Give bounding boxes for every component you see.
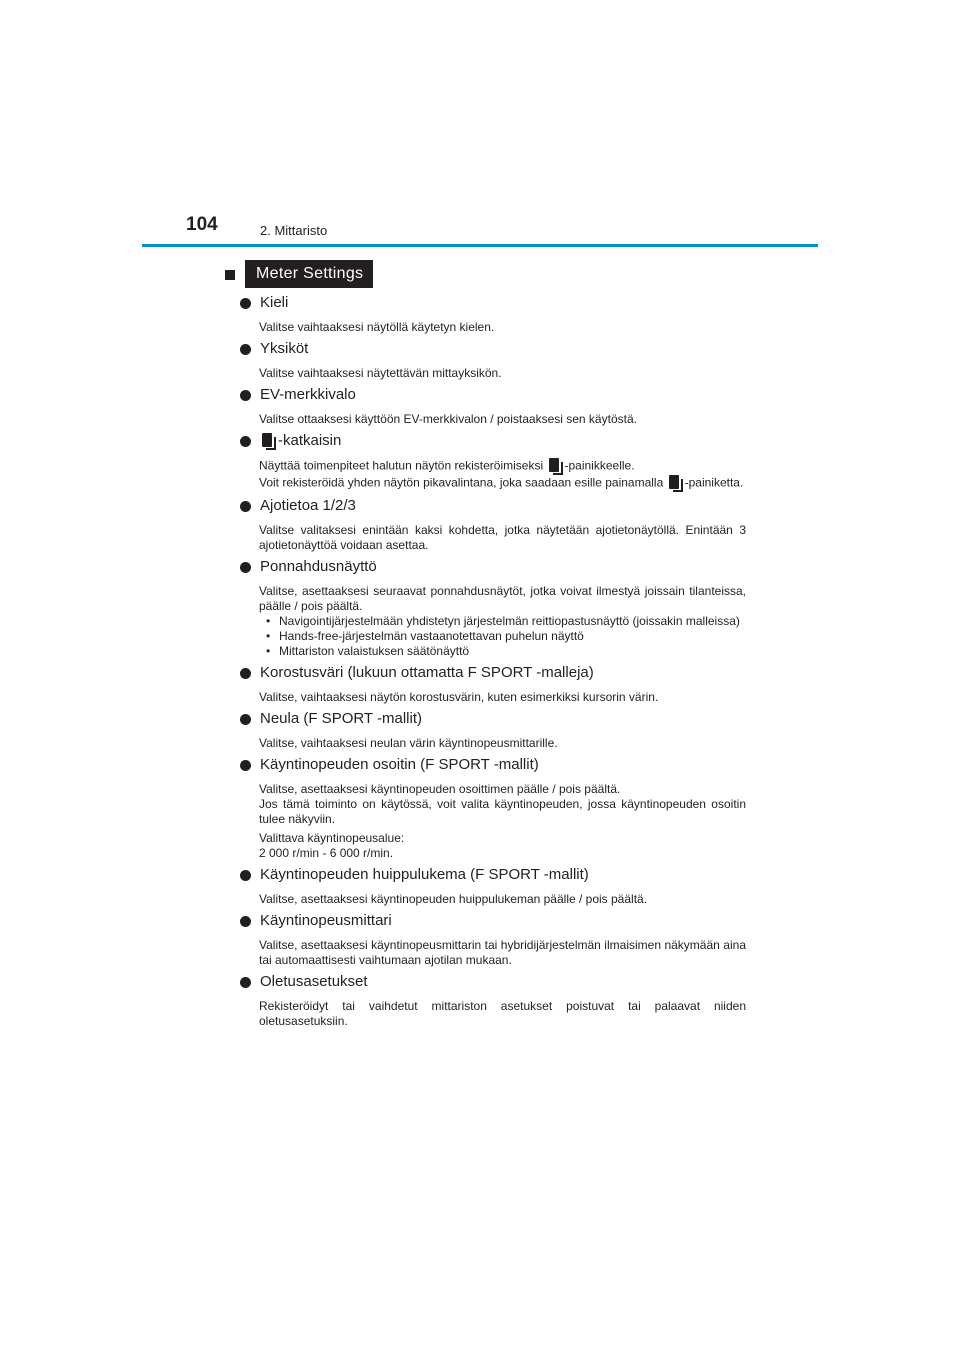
display-button-icon: [262, 433, 276, 450]
desc-text: -painiketta.: [684, 475, 744, 490]
display-button-icon: [669, 475, 683, 492]
bullet-dot-icon: [240, 344, 251, 355]
item-title: Korostusväri (lukuun ottamatta F SPORT -malleja): [260, 664, 594, 681]
bullet-dot-icon: [240, 668, 251, 679]
sub-list-item: • Mittariston valaistuksen säätönäyttö: [259, 644, 746, 659]
item-title: Ponnahdusnäyttö: [260, 558, 377, 575]
item-title: EV-merkkivalo: [260, 386, 356, 403]
bullet-dot-icon: [240, 714, 251, 725]
range-value: 2 000 r/min - 6 000 r/min.: [259, 846, 394, 860]
list-item-huippulukema: [240, 865, 746, 907]
desc-text: Näyttää toimenpiteet halutun näytön rekisteröimiseksi: [259, 458, 544, 473]
list-item-korostusvari: [240, 663, 746, 705]
item-description: Valitse vaihtaaksesi näytettävän mittayksikön.: [259, 366, 502, 380]
meter-settings-heading-row: [225, 259, 373, 289]
bullet-dot-icon: [240, 760, 251, 771]
list-item-yksikot: [240, 339, 746, 381]
item-title: Neula (F SPORT -mallit): [260, 710, 422, 727]
list-item-katkaisin: [240, 431, 746, 492]
list-item-ev-merkkivalo: [240, 385, 746, 427]
bullet-dot-icon: [240, 436, 251, 447]
bullet-dot-icon: [240, 916, 251, 927]
list-item-kayntinopeuden-osoitin: [240, 755, 746, 861]
section-title: 2. Mittaristo: [260, 223, 328, 238]
item-description: Valitse vaihtaaksesi näytöllä käytetyn kielen.: [259, 320, 495, 334]
item-description: Valitse, asettaaksesi käyntinopeuden osoittimen päälle / pois päältä.: [259, 782, 621, 796]
item-description: Valitse, asettaaksesi käyntinopeuden huippulukeman päälle / pois päältä.: [259, 892, 648, 906]
sub-list-item: • Navigointijärjestelmään yhdistetyn järjestelmän reittiopastusnäyttö (joissakin malleissa): [259, 614, 746, 629]
bullet-dot-icon: [240, 870, 251, 881]
settings-list: [240, 290, 746, 1033]
item-description: Jos tämä toiminto on käytössä, voit valita käyntinopeuden, jossa käyntinopeuden osoitin tulee näkyviin.: [259, 797, 746, 826]
sub-list-item: • Hands-free-järjestelmän vastaanotettavan puhelun näyttö: [259, 629, 746, 644]
list-item-oletusasetukset: [240, 972, 746, 1029]
header-rule: [142, 244, 818, 247]
meter-settings-heading: Meter Settings: [245, 260, 373, 288]
item-title: -katkaisin: [278, 432, 342, 449]
display-button-icon: [549, 458, 563, 475]
bullet-dot-icon: [240, 390, 251, 401]
item-title: Ajotietoa 1/2/3: [260, 497, 356, 514]
list-item-ajotietoa: [240, 496, 746, 553]
item-title: Käyntinopeuden huippulukema (F SPORT -mallit): [260, 866, 589, 883]
item-title: Kieli: [260, 294, 289, 311]
item-description: Valitse, vaihtaaksesi neulan värin käyntinopeusmittarille.: [259, 736, 558, 750]
bullet-dot-icon: [240, 501, 251, 512]
item-description: Valitse valitaksesi enintään kaksi kohdetta, jotka näytetään ajotietonäytöllä. Enintään 3 ajotietonäyttöä voidaan asettaa.: [259, 523, 746, 552]
item-title: Käyntinopeusmittari: [260, 912, 392, 929]
list-item-neula: [240, 709, 746, 751]
item-description: [259, 475, 746, 492]
item-title: Käyntinopeuden osoitin (F SPORT -mallit): [260, 756, 539, 773]
desc-text: -painikkeelle.: [564, 458, 635, 473]
desc-text: Voit rekisteröidä yhden näytön pikavalintana, joka saadaan esille painamalla: [259, 475, 664, 490]
item-description: [259, 458, 746, 475]
item-description: Valitse, asettaaksesi seuraavat ponnahdusnäytöt, jotka voivat ilmestyä joissain tilanteissa, päälle / pois päältä.: [259, 584, 746, 613]
square-bullet-icon: [225, 270, 235, 280]
item-title: Yksiköt: [260, 340, 309, 357]
bullet-dot-icon: [240, 298, 251, 309]
list-item-ponnahdusnaytto: [240, 557, 746, 659]
list-item-kieli: [240, 293, 746, 335]
item-description: Valitse, vaihtaaksesi näytön korostusvärin, kuten esimerkiksi kursorin värin.: [259, 690, 659, 704]
bullet-dot-icon: [240, 562, 251, 573]
bullet-dot-icon: [240, 977, 251, 988]
list-item-kayntinopeusmittari: [240, 911, 746, 968]
item-description: Rekisteröidyt tai vaihdetut mittariston asetukset poistuvat tai palaavat niiden oletusasetuksiin.: [259, 999, 746, 1028]
page-number: 104: [186, 214, 218, 235]
item-title: Oletusasetukset: [260, 973, 368, 990]
item-description: Valitse, asettaaksesi käyntinopeusmittarin tai hybridijärjestelmän ilmaisimen näkymään aina tai automaattisesti vaihtumaan ajotilan mukaan.: [259, 938, 746, 967]
sub-list: [259, 614, 746, 659]
range-label: Valittava käyntinopeusalue:: [259, 831, 405, 845]
item-description: Valitse ottaaksesi käyttöön EV-merkkivalon / poistaaksesi sen käytöstä.: [259, 412, 637, 426]
